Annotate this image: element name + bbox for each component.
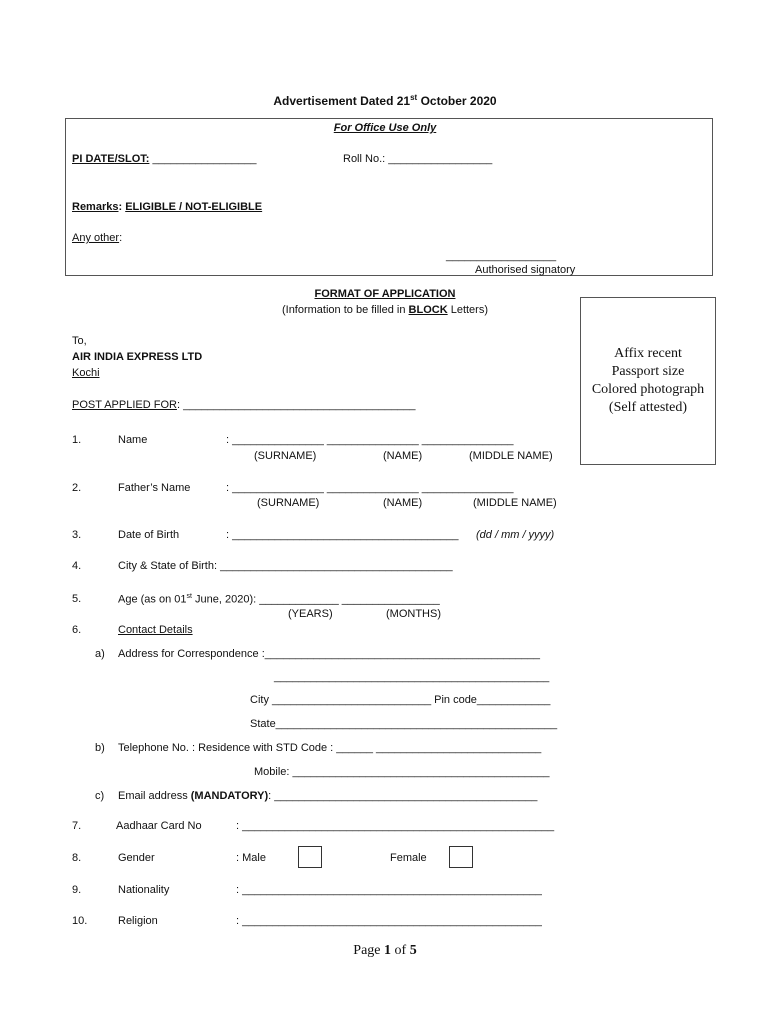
post-line[interactable]: : ______________________________________	[176, 399, 416, 411]
field-3-number: 3.	[72, 529, 82, 541]
pi-label: PI DATE/SLOT:	[72, 153, 150, 165]
post-applied	[72, 399, 416, 411]
post-label: POST APPLIED FOR	[72, 399, 177, 411]
signature-line[interactable]: __________________	[446, 250, 557, 262]
company-city: Kochi	[72, 367, 100, 379]
female-checkbox[interactable]	[449, 846, 473, 868]
office-use-box	[65, 118, 713, 276]
company-name: AIR INDIA EXPRESS LTD	[72, 351, 203, 363]
format-heading: FORMAT OF APPLICATION	[314, 288, 456, 300]
email-line: : ___________________________________________	[268, 790, 538, 802]
city-pincode[interactable]: City __________________________ Pin code____________	[250, 694, 551, 706]
roll-no[interactable]: Roll No.: _________________	[343, 153, 493, 165]
middle-name-caption: (MIDDLE NAME)	[469, 450, 553, 462]
address-line-2[interactable]: _____________________________________________	[274, 671, 550, 683]
male-label: : Male	[236, 852, 266, 864]
remarks-value[interactable]: ELIGIBLE / NOT-ELIGIBLE	[125, 201, 263, 213]
field-2-number: 2.	[72, 482, 82, 494]
field-6a-number: a)	[95, 648, 105, 660]
authorised-signatory: Authorised signatory	[475, 264, 576, 276]
field-6b-number: b)	[95, 742, 105, 754]
gender-label: Gender	[118, 852, 155, 864]
photo-box[interactable]	[580, 297, 716, 465]
age-label: Age (as on 01	[118, 593, 187, 606]
format-sub-pre: (Information to be filled in	[281, 304, 409, 316]
dob-line[interactable]: : _____________________________________	[226, 529, 459, 541]
field-6c-number: c)	[95, 790, 105, 802]
page-title	[0, 93, 770, 108]
father-surname-caption: (SURNAME)	[257, 497, 320, 509]
months-caption: (MONTHS)	[386, 608, 441, 620]
years-caption: (YEARS)	[288, 608, 333, 620]
any-other[interactable]: Any other:	[72, 232, 123, 244]
email-label: Email address	[118, 790, 191, 802]
religion-line[interactable]: : _________________________________________________	[236, 915, 542, 927]
field-7-number: 7.	[72, 820, 82, 832]
page-pre: Page	[353, 943, 385, 958]
nationality-line[interactable]: : _________________________________________________	[236, 884, 542, 896]
field-1-number: 1.	[72, 434, 82, 446]
page-number	[0, 943, 770, 959]
age-sup: st	[186, 593, 192, 600]
remarks-label: Remarks	[72, 201, 119, 213]
pi-date-slot	[72, 153, 257, 165]
age-lines: June, 2020): _____________ ________________	[191, 593, 440, 606]
nationality-label: Nationality	[118, 884, 170, 896]
block-letters: BLOCK	[408, 304, 448, 316]
title-text-post: October 2020	[417, 94, 497, 108]
field-5-number: 5.	[72, 593, 82, 605]
telephone-field[interactable]: Telephone No. : Residence with STD Code : ______ ___________________________	[118, 742, 542, 754]
field-4-number: 4.	[72, 560, 82, 572]
fathers-name-label: Father’s Name	[118, 482, 191, 494]
fathers-name-lines[interactable]: : _______________ _______________ _______________	[226, 482, 514, 494]
email-field[interactable]	[118, 790, 537, 802]
aadhaar-label: Aadhaar Card No	[116, 820, 202, 832]
to-label: To,	[72, 335, 87, 347]
contact-details-heading: Contact Details	[118, 624, 193, 636]
page-mid: of	[391, 943, 410, 958]
address-correspondence[interactable]: Address for Correspondence :_____________________________________________	[118, 648, 541, 660]
name-lines[interactable]: : _______________ _______________ _______________	[226, 434, 514, 446]
format-sub-post: Letters)	[447, 304, 489, 316]
female-label: Female	[390, 852, 427, 864]
state-field[interactable]: State______________________________________________	[250, 718, 558, 730]
field-10-number: 10.	[72, 915, 88, 927]
aadhaar-line[interactable]: : ___________________________________________________	[236, 820, 555, 832]
title-sup: st	[410, 93, 418, 102]
page-current: 1	[384, 943, 392, 958]
any-other-label: Any other	[72, 232, 120, 244]
office-use-heading: For Office Use Only	[333, 122, 437, 134]
field-9-number: 9.	[72, 884, 82, 896]
religion-label: Religion	[118, 915, 158, 927]
father-name-caption: (NAME)	[383, 497, 423, 509]
male-checkbox[interactable]	[298, 846, 322, 868]
birth-city-state[interactable]: City & State of Birth: ______________________________________	[118, 560, 453, 572]
surname-caption: (SURNAME)	[254, 450, 317, 462]
name-label: Name	[118, 434, 148, 446]
email-mandatory: (MANDATORY)	[190, 790, 269, 802]
field-8-number: 8.	[72, 852, 82, 864]
age-field[interactable]	[118, 593, 440, 606]
mobile-field[interactable]: Mobile: __________________________________________	[254, 766, 550, 778]
remarks: Remarks: ELIGIBLE / NOT-ELIGIBLE	[72, 201, 263, 213]
page-total: 5	[409, 943, 417, 958]
photo-instructions: Affix recent Passport size Colored photograph (Self attested)	[591, 346, 705, 415]
father-middle-caption: (MIDDLE NAME)	[473, 497, 557, 509]
name-caption: (NAME)	[383, 450, 423, 462]
pi-line[interactable]: _________________	[152, 153, 257, 165]
title-text: Advertisement Dated 21	[273, 94, 411, 108]
field-6-number: 6.	[72, 624, 82, 636]
dob-format-hint: (dd / mm / yyyy)	[476, 529, 555, 541]
dob-label: Date of Birth	[118, 529, 180, 541]
